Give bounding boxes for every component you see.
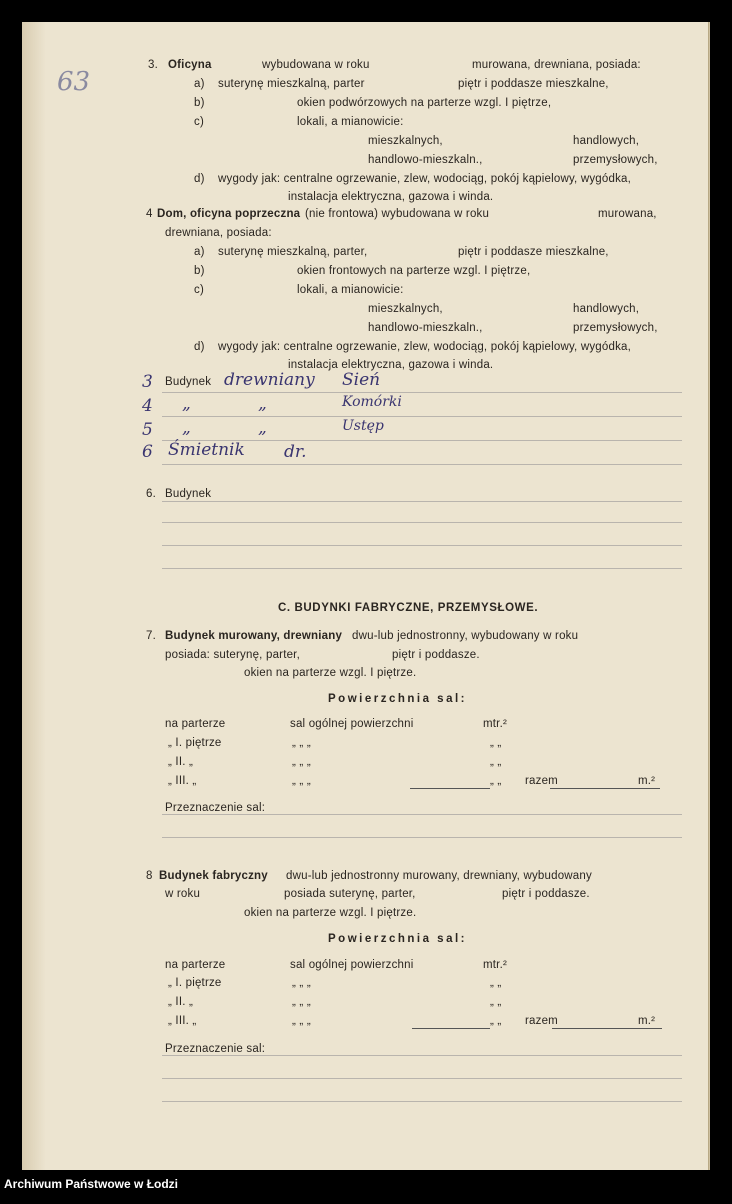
razem-line <box>552 1028 662 1029</box>
hw-r1-num: 3 <box>142 372 153 392</box>
s8-row1-unit: „ „ <box>490 977 502 989</box>
s7-przeznaczenie: Przeznaczenie sal: <box>165 802 266 814</box>
s8-razem: razem <box>525 1015 558 1027</box>
rule <box>162 522 682 523</box>
s7-razem: razem <box>525 775 558 787</box>
s6-label: Budynek <box>165 488 212 500</box>
s4-line1b: murowana, <box>598 208 657 220</box>
hw-r4-num: 6 <box>142 442 153 462</box>
rule <box>162 545 682 546</box>
razem-line <box>550 788 660 789</box>
s8-przeznaczenie: Przeznaczenie sal: <box>165 1043 266 1055</box>
s3-a-label: a) <box>194 78 205 90</box>
s4-a-label: a) <box>194 246 205 258</box>
s3-c4: przemysłowych, <box>573 154 658 166</box>
s3-d-label: d) <box>194 173 205 185</box>
s3-c3: handlowo-mieszkaln., <box>368 154 483 166</box>
s3-a-text: suterynę mieszkalną, parter <box>218 78 365 90</box>
page-edge <box>708 22 710 1170</box>
s7-line3: okien na parterze wzgl. I piętrze. <box>244 667 417 679</box>
s8-row1-mid: „ „ „ <box>292 977 311 989</box>
s8-row3-unit: „ „ <box>490 1015 502 1027</box>
s4-c4: przemysłowych, <box>573 322 658 334</box>
s7-row2-mid: „ „ „ <box>292 756 311 768</box>
hw-r3-word: Ustęp <box>342 418 384 434</box>
s4-d-text: wygody jak: centralne ogrzewanie, zlew, wodociąg, pokój kąpielowy, wygódka, <box>218 341 632 353</box>
s3-title: Oficyna <box>168 59 212 71</box>
s7-row3-label: „ III. „ <box>168 775 197 787</box>
rule <box>162 392 682 393</box>
s7-row3-unit: „ „ <box>490 775 502 787</box>
hw-r2-word: Komórki <box>342 394 402 410</box>
sum-line <box>412 1028 490 1029</box>
s4-title: Dom, oficyna poprzeczna <box>157 208 301 220</box>
s3-c1: mieszkalnych, <box>368 135 443 147</box>
rule <box>162 501 682 502</box>
s8-row2-label: „ II. „ <box>168 996 194 1008</box>
s7-pow-title: Powierzchnia sal: <box>328 693 468 705</box>
hw-r2-mark2: „ <box>258 394 267 414</box>
s4-line1: (nie frontowa) wybudowana w roku <box>305 208 490 220</box>
s4-c-label: c) <box>194 284 204 296</box>
s7-row1-unit: „ „ <box>490 737 502 749</box>
s4-b-label: b) <box>194 265 205 277</box>
rule <box>162 1055 682 1056</box>
s7-row1-mid: „ „ „ <box>292 737 311 749</box>
rule <box>162 464 682 465</box>
s3-line1b: murowana, drewniana, posiada: <box>472 59 641 71</box>
rule <box>162 837 682 838</box>
rule <box>162 568 682 569</box>
s3-line1: wybudowana w roku <box>262 59 370 71</box>
s3-b-text: okien podwórzowych na parterze wzgl. I piętrze, <box>297 97 552 109</box>
s8-line1: dwu-lub jednostronny murowany, drewniany, wybudowany <box>286 870 592 882</box>
s7-row0-label: na parterze <box>165 718 226 730</box>
s7-line1: dwu-lub jednostronny, wybudowany w roku <box>352 630 579 642</box>
hw-r1-word2: Sień <box>342 370 381 390</box>
s8-pow-title: Powierzchnia sal: <box>328 933 468 945</box>
s8-razem-unit: m.² <box>638 1015 656 1027</box>
s3-a-text2: piętr i poddasze mieszkalne, <box>458 78 609 90</box>
s3-d-text2: instalacja elektryczna, gazowa i winda. <box>288 191 494 203</box>
s8-row2-mid: „ „ „ <box>292 996 311 1008</box>
section-c-heading: C. BUDYNKI FABRYCZNE, PRZEMYSŁOWE. <box>278 602 539 614</box>
s8-row0-mid: sal ogólnej powierzchni <box>290 959 414 971</box>
s3-c2: handlowych, <box>573 135 640 147</box>
s7-razem-unit: m.² <box>638 775 656 787</box>
s3-num: 3. <box>148 59 158 71</box>
s3-c-label: c) <box>194 116 204 128</box>
s8-num: 8 <box>146 870 153 882</box>
s3-d-text: wygody jak: centralne ogrzewanie, zlew, wodociąg, pokój kąpielowy, wygódka, <box>218 173 632 185</box>
s7-row0-mid: sal ogólnej powierzchni <box>290 718 414 730</box>
s7-row2-label: „ II. „ <box>168 756 194 768</box>
archive-footer: Archiwum Państwowe w Łodzi <box>4 1177 179 1191</box>
s4-c-text: lokali, a mianowicie: <box>297 284 404 296</box>
s4-line2: drewniana, posiada: <box>165 227 272 239</box>
s8-row0-label: na parterze <box>165 959 226 971</box>
s7-row3-mid: „ „ „ <box>292 775 311 787</box>
s8-title: Budynek fabryczny <box>159 870 268 882</box>
hw-r3-mark1: „ <box>182 418 191 438</box>
hw-r1-label: Budynek <box>165 376 212 388</box>
rule <box>162 814 682 815</box>
s7-num: 7. <box>146 630 156 642</box>
hw-r2-num: 4 <box>142 396 153 416</box>
page-number: 63 <box>57 67 91 97</box>
s4-d-text2: instalacja elektryczna, gazowa i winda. <box>288 359 494 371</box>
s6-num: 6. <box>146 488 156 500</box>
hw-r3-mark2: „ <box>258 418 267 438</box>
s4-a-text: suterynę mieszkalną, parter, <box>218 246 368 258</box>
rule <box>162 1078 682 1079</box>
s7-row0-unit: mtr.² <box>483 718 507 730</box>
s8-line2c: piętr i poddasze. <box>502 888 590 900</box>
hw-r4-word2: dr. <box>284 442 307 462</box>
sum-line <box>410 788 490 789</box>
s3-b-label: b) <box>194 97 205 109</box>
hw-r3-num: 5 <box>142 420 153 440</box>
s8-line2b: posiada suterynę, parter, <box>284 888 416 900</box>
s8-row2-unit: „ „ <box>490 996 502 1008</box>
rule <box>162 416 682 417</box>
s4-num: 4 <box>146 208 153 220</box>
s3-c-text: lokali, a mianowicie: <box>297 116 404 128</box>
s8-row0-unit: mtr.² <box>483 959 507 971</box>
s4-b-text: okien frontowych na parterze wzgl. I piętrze, <box>297 265 531 277</box>
s4-c3: handlowo-mieszkaln., <box>368 322 483 334</box>
s8-row1-label: „ I. piętrze <box>168 977 222 989</box>
s4-c1: mieszkalnych, <box>368 303 443 315</box>
s8-row3-mid: „ „ „ <box>292 1015 311 1027</box>
hw-r2-mark1: „ <box>182 394 191 414</box>
s7-line2: posiada: suterynę, parter, <box>165 649 300 661</box>
rule <box>162 1101 682 1102</box>
s4-d-label: d) <box>194 341 205 353</box>
s8-row3-label: „ III. „ <box>168 1015 197 1027</box>
s7-line2b: piętr i poddasze. <box>392 649 480 661</box>
document-page <box>22 22 710 1170</box>
s4-a-text2: piętr i poddasze mieszkalne, <box>458 246 609 258</box>
hw-r1-word: drewniany <box>224 370 315 390</box>
s8-line2: w roku <box>165 888 201 900</box>
s7-row2-unit: „ „ <box>490 756 502 768</box>
s7-title: Budynek murowany, drewniany <box>165 630 343 642</box>
s8-line3: okien na parterze wzgl. I piętrze. <box>244 907 417 919</box>
s4-c2: handlowych, <box>573 303 640 315</box>
s7-row1-label: „ I. piętrze <box>168 737 222 749</box>
hw-r4-word: Śmietnik <box>168 440 245 460</box>
